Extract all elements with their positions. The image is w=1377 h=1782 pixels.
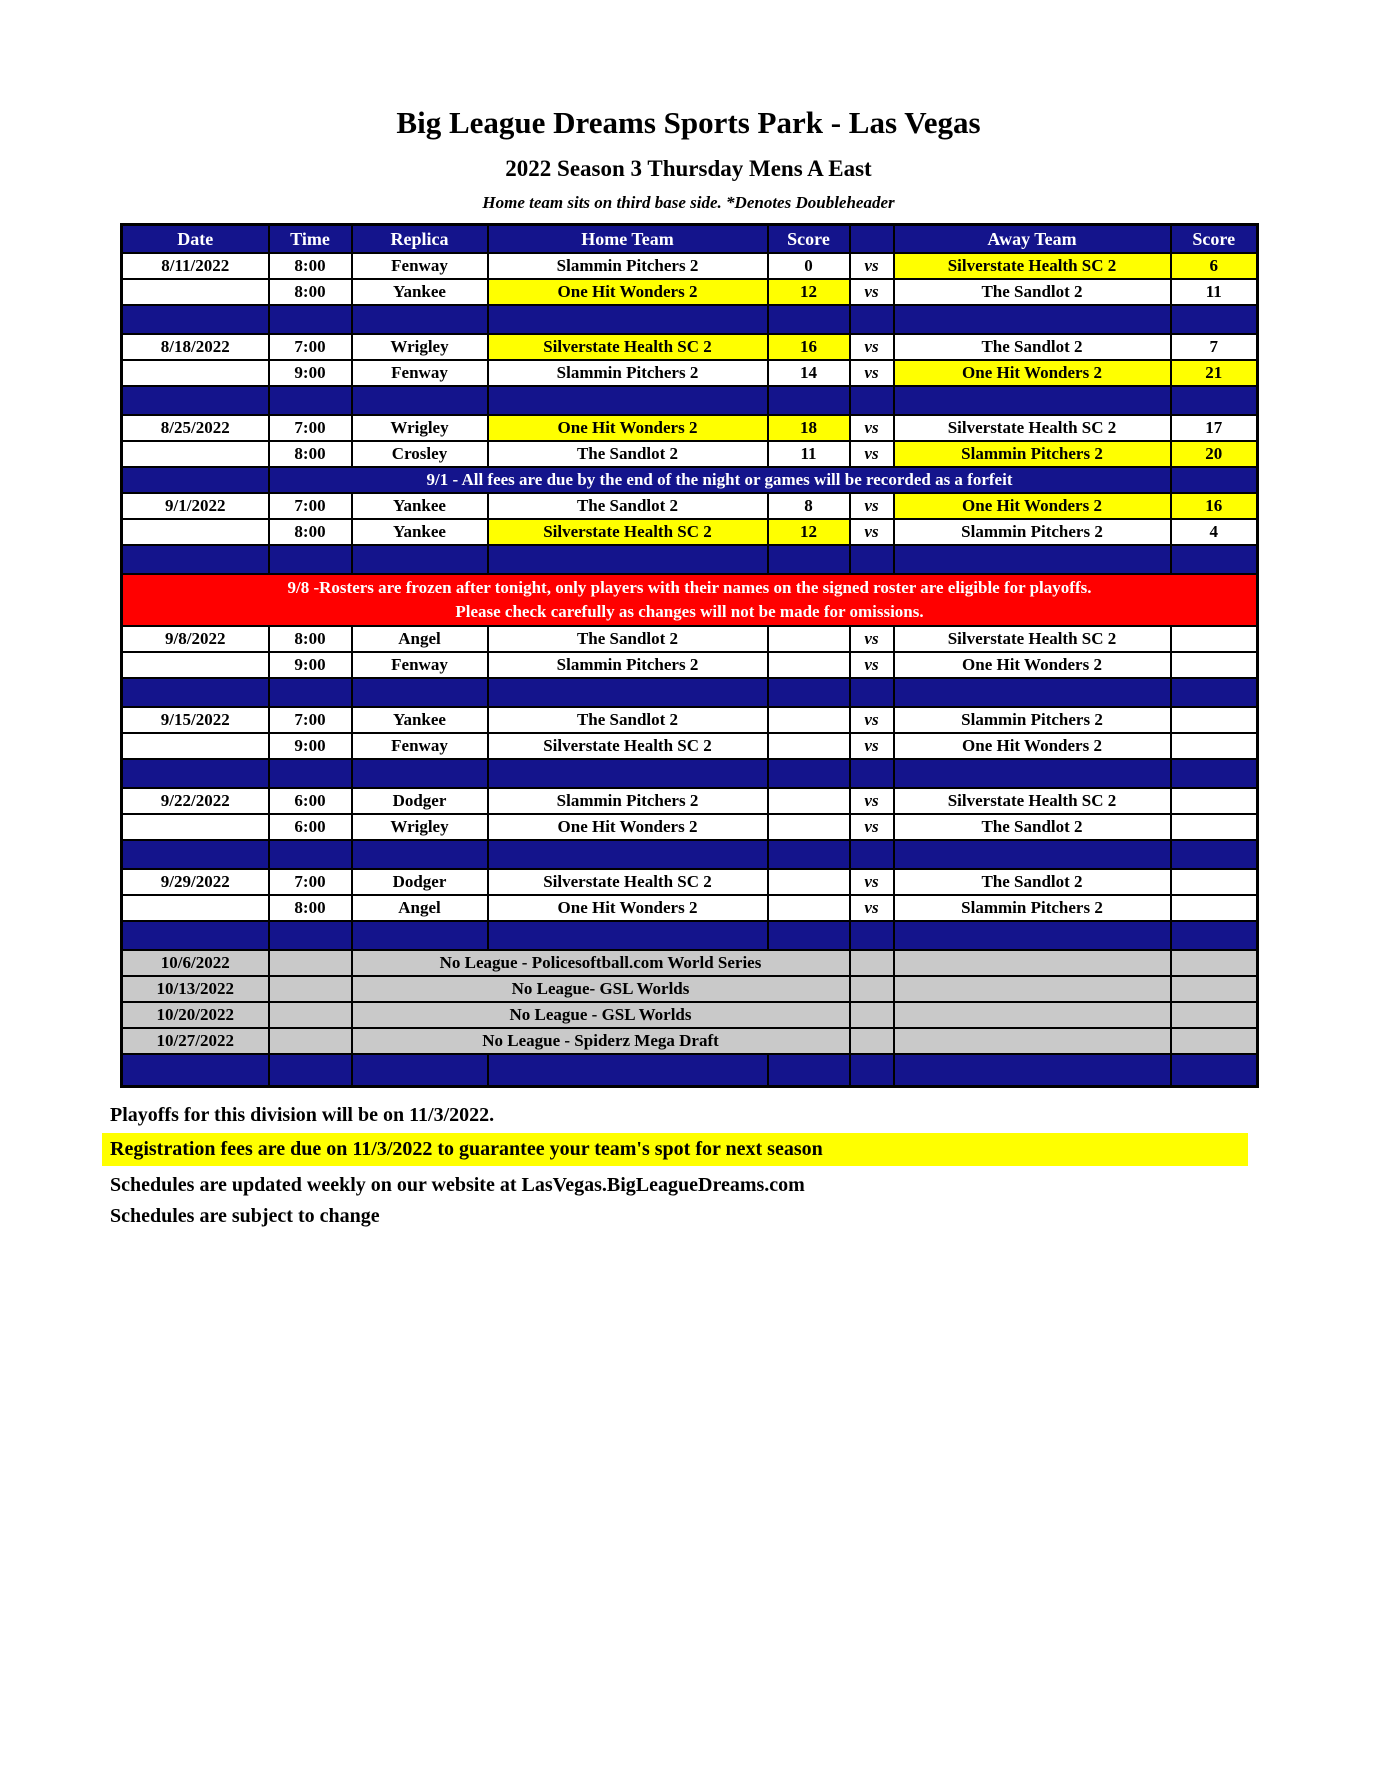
header-row <box>122 225 1258 254</box>
home-score-cell <box>768 814 850 840</box>
separator-cell <box>488 921 768 950</box>
separator-cell <box>488 1054 768 1087</box>
home-score-cell: 14 <box>768 360 850 386</box>
separator-row <box>122 759 1258 788</box>
separator-cell <box>269 305 352 334</box>
website-note: Schedules are updated weekly on our website at LasVegas.BigLeagueDreams.com <box>110 1174 805 1197</box>
roster-freeze-notice-text <box>122 574 1258 626</box>
no-league-text: No League- GSL Worlds <box>352 976 850 1002</box>
date-cell <box>122 519 269 545</box>
home-team-cell: The Sandlot 2 <box>488 493 768 519</box>
separator-cell <box>850 386 894 415</box>
away-score-cell <box>1171 869 1258 895</box>
separator-cell <box>1171 921 1258 950</box>
vs-label: vs <box>850 652 894 678</box>
date-cell <box>122 652 269 678</box>
separator-cell <box>352 545 488 574</box>
game-row <box>122 415 1258 441</box>
date-cell: 9/29/2022 <box>122 869 269 895</box>
game-row <box>122 895 1258 921</box>
replica-cell: Crosley <box>352 441 488 467</box>
home-score-cell <box>768 652 850 678</box>
game-row <box>122 334 1258 360</box>
notice-left-cell <box>122 467 269 493</box>
away-score-cell-empty <box>1171 950 1258 976</box>
away-score-cell <box>1171 652 1258 678</box>
separator-row <box>122 386 1258 415</box>
home-team-cell: Slammin Pitchers 2 <box>488 788 768 814</box>
time-cell <box>269 950 352 976</box>
roster-notice-line: 9/8 -Rosters are frozen after tonight, only players with their names on the signed roster are eligible for playoffs. <box>287 578 1092 598</box>
away-team-cell: Silverstate Health SC 2 <box>894 626 1171 652</box>
subject-to-change-note: Schedules are subject to change <box>110 1205 380 1228</box>
away-team-cell-empty <box>894 1028 1171 1054</box>
replica-cell: Wrigley <box>352 814 488 840</box>
game-row <box>122 360 1258 386</box>
separator-cell <box>850 1054 894 1087</box>
away-score-cell <box>1171 733 1258 759</box>
vs-label: vs <box>850 441 894 467</box>
column-header-away-team: Away Team <box>894 225 1171 254</box>
away-score-cell: 20 <box>1171 441 1258 467</box>
away-team-cell: The Sandlot 2 <box>894 814 1171 840</box>
separator-cell <box>269 678 352 707</box>
separator-cell <box>850 305 894 334</box>
vs-label: vs <box>850 626 894 652</box>
vs-label: vs <box>850 519 894 545</box>
away-score-cell <box>1171 707 1258 733</box>
away-team-cell-empty <box>894 950 1171 976</box>
away-score-cell: 7 <box>1171 334 1258 360</box>
game-row <box>122 814 1258 840</box>
separator-cell <box>122 545 269 574</box>
away-team-cell: Silverstate Health SC 2 <box>894 415 1171 441</box>
away-team-cell: One Hit Wonders 2 <box>894 360 1171 386</box>
replica-cell: Yankee <box>352 707 488 733</box>
separator-cell <box>269 840 352 869</box>
no-league-text: No League - GSL Worlds <box>352 1002 850 1028</box>
separator-cell <box>122 759 269 788</box>
separator-cell <box>768 678 850 707</box>
time-cell: 7:00 <box>269 707 352 733</box>
home-team-cell: Slammin Pitchers 2 <box>488 253 768 279</box>
date-cell: 10/6/2022 <box>122 950 269 976</box>
schedule-table <box>120 223 1259 1088</box>
date-cell: 9/8/2022 <box>122 626 269 652</box>
away-team-cell: Silverstate Health SC 2 <box>894 788 1171 814</box>
separator-row <box>122 921 1258 950</box>
away-score-cell: 4 <box>1171 519 1258 545</box>
home-score-cell: 12 <box>768 519 850 545</box>
separator-cell <box>269 545 352 574</box>
title-block <box>0 0 1377 213</box>
date-cell <box>122 895 269 921</box>
separator-row <box>122 545 1258 574</box>
away-score-cell <box>1171 895 1258 921</box>
home-team-cell: One Hit Wonders 2 <box>488 415 768 441</box>
time-cell: 8:00 <box>269 441 352 467</box>
home-score-cell <box>768 788 850 814</box>
vs-label: vs <box>850 415 894 441</box>
separator-cell <box>488 840 768 869</box>
home-team-cell: Slammin Pitchers 2 <box>488 360 768 386</box>
home-score-cell: 12 <box>768 279 850 305</box>
time-cell: 7:00 <box>269 869 352 895</box>
date-cell <box>122 279 269 305</box>
vs-cell-empty <box>850 1028 894 1054</box>
replica-cell: Wrigley <box>352 415 488 441</box>
replica-cell: Fenway <box>352 253 488 279</box>
separator-cell <box>768 921 850 950</box>
no-league-text: No League - Policesoftball.com World Series <box>352 950 850 976</box>
separator-cell <box>850 840 894 869</box>
separator-cell <box>768 305 850 334</box>
time-cell: 9:00 <box>269 360 352 386</box>
separator-cell <box>768 545 850 574</box>
home-score-cell: 16 <box>768 334 850 360</box>
column-header-score: Score <box>1171 225 1258 254</box>
column-header-time: Time <box>269 225 352 254</box>
away-team-cell: The Sandlot 2 <box>894 869 1171 895</box>
vs-label: vs <box>850 360 894 386</box>
game-row <box>122 441 1258 467</box>
column-header-score: Score <box>768 225 850 254</box>
away-score-cell: 17 <box>1171 415 1258 441</box>
footer-notes <box>110 1102 1377 1230</box>
home-score-cell <box>768 733 850 759</box>
away-team-cell: One Hit Wonders 2 <box>894 493 1171 519</box>
game-row <box>122 707 1258 733</box>
separator-cell <box>488 305 768 334</box>
separator-cell <box>894 678 1171 707</box>
replica-cell: Fenway <box>352 652 488 678</box>
separator-cell <box>850 921 894 950</box>
game-row <box>122 652 1258 678</box>
separator-cell <box>269 386 352 415</box>
separator-cell <box>122 921 269 950</box>
separator-cell <box>352 921 488 950</box>
date-cell: 8/25/2022 <box>122 415 269 441</box>
replica-cell: Dodger <box>352 869 488 895</box>
away-team-cell: One Hit Wonders 2 <box>894 733 1171 759</box>
date-cell: 9/1/2022 <box>122 493 269 519</box>
column-header-date: Date <box>122 225 269 254</box>
page-title: Big League Dreams Sports Park - Las Vegas <box>396 105 981 140</box>
home-team-cell: The Sandlot 2 <box>488 441 768 467</box>
game-row <box>122 493 1258 519</box>
away-team-cell-empty <box>894 1002 1171 1028</box>
separator-cell <box>352 305 488 334</box>
schedule-header <box>122 225 1258 254</box>
home-team-cell: Silverstate Health SC 2 <box>488 733 768 759</box>
date-cell: 9/15/2022 <box>122 707 269 733</box>
replica-cell: Yankee <box>352 493 488 519</box>
column-header-home-team: Home Team <box>488 225 768 254</box>
separator-cell <box>1171 305 1258 334</box>
game-row <box>122 733 1258 759</box>
separator-cell <box>894 305 1171 334</box>
home-team-cell: One Hit Wonders 2 <box>488 814 768 840</box>
time-cell: 8:00 <box>269 895 352 921</box>
vs-cell-empty <box>850 1002 894 1028</box>
separator-cell <box>894 921 1171 950</box>
game-row <box>122 519 1258 545</box>
separator-cell <box>122 1054 269 1087</box>
time-cell <box>269 1028 352 1054</box>
home-team-cell: Silverstate Health SC 2 <box>488 869 768 895</box>
schedule-body <box>122 253 1258 1087</box>
replica-cell: Dodger <box>352 788 488 814</box>
time-cell: 7:00 <box>269 493 352 519</box>
separator-cell <box>122 840 269 869</box>
date-cell <box>122 441 269 467</box>
no-league-text: No League - Spiderz Mega Draft <box>352 1028 850 1054</box>
replica-cell: Fenway <box>352 360 488 386</box>
no-league-row <box>122 950 1258 976</box>
separator-cell <box>352 759 488 788</box>
home-team-cell: Silverstate Health SC 2 <box>488 519 768 545</box>
vs-label: vs <box>850 869 894 895</box>
no-league-row <box>122 1002 1258 1028</box>
time-cell: 9:00 <box>269 652 352 678</box>
home-score-cell: 18 <box>768 415 850 441</box>
playoffs-note: Playoffs for this division will be on 11/3/2022. <box>110 1104 495 1127</box>
replica-cell: Fenway <box>352 733 488 759</box>
time-cell: 7:00 <box>269 415 352 441</box>
home-team-note: Home team sits on third base side. *Denotes Doubleheader <box>482 193 895 213</box>
home-team-cell: Silverstate Health SC 2 <box>488 334 768 360</box>
game-row <box>122 626 1258 652</box>
date-cell: 10/20/2022 <box>122 1002 269 1028</box>
separator-cell <box>768 386 850 415</box>
separator-cell <box>768 1054 850 1087</box>
date-cell: 10/13/2022 <box>122 976 269 1002</box>
away-score-cell <box>1171 788 1258 814</box>
separator-cell <box>122 305 269 334</box>
separator-row <box>122 678 1258 707</box>
separator-cell <box>352 840 488 869</box>
separator-cell <box>269 1054 352 1087</box>
roster-freeze-notice-row <box>122 574 1258 626</box>
away-team-cell: Slammin Pitchers 2 <box>894 895 1171 921</box>
vs-cell-empty <box>850 950 894 976</box>
separator-cell <box>269 759 352 788</box>
time-cell <box>269 976 352 1002</box>
date-cell <box>122 814 269 840</box>
separator-cell <box>850 545 894 574</box>
separator-cell <box>1171 545 1258 574</box>
vs-label: vs <box>850 895 894 921</box>
away-team-cell: The Sandlot 2 <box>894 279 1171 305</box>
time-cell: 8:00 <box>269 279 352 305</box>
replica-cell: Angel <box>352 626 488 652</box>
home-score-cell: 8 <box>768 493 850 519</box>
away-score-cell: 6 <box>1171 253 1258 279</box>
away-score-cell <box>1171 814 1258 840</box>
final-separator-row <box>122 1054 1258 1087</box>
away-team-cell: Slammin Pitchers 2 <box>894 707 1171 733</box>
separator-cell <box>488 386 768 415</box>
page-subtitle: 2022 Season 3 Thursday Mens A East <box>505 156 872 182</box>
vs-label: vs <box>850 733 894 759</box>
no-league-row <box>122 1028 1258 1054</box>
away-score-cell-empty <box>1171 976 1258 1002</box>
separator-cell <box>269 921 352 950</box>
column-header-vs <box>850 225 894 254</box>
notice-right-cell <box>1171 467 1258 493</box>
separator-cell <box>768 840 850 869</box>
fees-notice-text: 9/1 - All fees are due by the end of the night or games will be recorded as a forfeit <box>269 467 1171 493</box>
home-score-cell <box>768 626 850 652</box>
home-score-cell <box>768 869 850 895</box>
date-cell <box>122 733 269 759</box>
game-row <box>122 279 1258 305</box>
home-team-cell: Slammin Pitchers 2 <box>488 652 768 678</box>
time-cell: 9:00 <box>269 733 352 759</box>
separator-cell <box>488 545 768 574</box>
away-team-cell: Silverstate Health SC 2 <box>894 253 1171 279</box>
away-score-cell: 16 <box>1171 493 1258 519</box>
date-cell: 9/22/2022 <box>122 788 269 814</box>
separator-cell <box>850 759 894 788</box>
separator-cell <box>1171 678 1258 707</box>
no-league-row <box>122 976 1258 1002</box>
replica-cell: Yankee <box>352 519 488 545</box>
replica-cell: Angel <box>352 895 488 921</box>
time-cell: 8:00 <box>269 626 352 652</box>
time-cell: 8:00 <box>269 519 352 545</box>
registration-fees-note: Registration fees are due on 11/3/2022 to guarantee your team's spot for next season <box>102 1133 1248 1166</box>
separator-cell <box>894 386 1171 415</box>
vs-label: vs <box>850 279 894 305</box>
home-score-cell: 0 <box>768 253 850 279</box>
separator-cell <box>488 678 768 707</box>
fees-notice-row <box>122 467 1258 493</box>
replica-cell: Wrigley <box>352 334 488 360</box>
away-score-cell-empty <box>1171 1028 1258 1054</box>
date-cell: 8/18/2022 <box>122 334 269 360</box>
roster-notice-line: Please check carefully as changes will not be made for omissions. <box>455 602 924 622</box>
away-team-cell: One Hit Wonders 2 <box>894 652 1171 678</box>
date-cell: 8/11/2022 <box>122 253 269 279</box>
separator-cell <box>894 1054 1171 1087</box>
separator-cell <box>894 759 1171 788</box>
separator-cell <box>1171 1054 1258 1087</box>
game-row <box>122 253 1258 279</box>
separator-cell <box>488 759 768 788</box>
home-team-cell: One Hit Wonders 2 <box>488 895 768 921</box>
separator-cell <box>1171 386 1258 415</box>
replica-cell: Yankee <box>352 279 488 305</box>
home-score-cell <box>768 895 850 921</box>
home-team-cell: One Hit Wonders 2 <box>488 279 768 305</box>
separator-cell <box>894 545 1171 574</box>
vs-label: vs <box>850 707 894 733</box>
away-score-cell <box>1171 626 1258 652</box>
time-cell: 6:00 <box>269 814 352 840</box>
separator-cell <box>352 678 488 707</box>
vs-label: vs <box>850 788 894 814</box>
vs-label: vs <box>850 814 894 840</box>
separator-cell <box>122 678 269 707</box>
game-row <box>122 869 1258 895</box>
vs-cell-empty <box>850 976 894 1002</box>
away-score-cell: 21 <box>1171 360 1258 386</box>
separator-cell <box>122 386 269 415</box>
date-cell: 10/27/2022 <box>122 1028 269 1054</box>
away-score-cell: 11 <box>1171 279 1258 305</box>
separator-cell <box>894 840 1171 869</box>
time-cell: 6:00 <box>269 788 352 814</box>
vs-label: vs <box>850 493 894 519</box>
home-team-cell: The Sandlot 2 <box>488 707 768 733</box>
vs-label: vs <box>850 253 894 279</box>
away-score-cell-empty <box>1171 1002 1258 1028</box>
separator-cell <box>850 678 894 707</box>
time-cell: 8:00 <box>269 253 352 279</box>
separator-row <box>122 305 1258 334</box>
separator-row <box>122 840 1258 869</box>
separator-cell <box>768 759 850 788</box>
column-header-replica: Replica <box>352 225 488 254</box>
time-cell: 7:00 <box>269 334 352 360</box>
separator-cell <box>352 1054 488 1087</box>
vs-label: vs <box>850 334 894 360</box>
time-cell <box>269 1002 352 1028</box>
away-team-cell: The Sandlot 2 <box>894 334 1171 360</box>
home-team-cell: The Sandlot 2 <box>488 626 768 652</box>
separator-cell <box>352 386 488 415</box>
away-team-cell-empty <box>894 976 1171 1002</box>
date-cell <box>122 360 269 386</box>
away-team-cell: Slammin Pitchers 2 <box>894 519 1171 545</box>
home-score-cell <box>768 707 850 733</box>
away-team-cell: Slammin Pitchers 2 <box>894 441 1171 467</box>
separator-cell <box>1171 759 1258 788</box>
separator-cell <box>1171 840 1258 869</box>
game-row <box>122 788 1258 814</box>
home-score-cell: 11 <box>768 441 850 467</box>
